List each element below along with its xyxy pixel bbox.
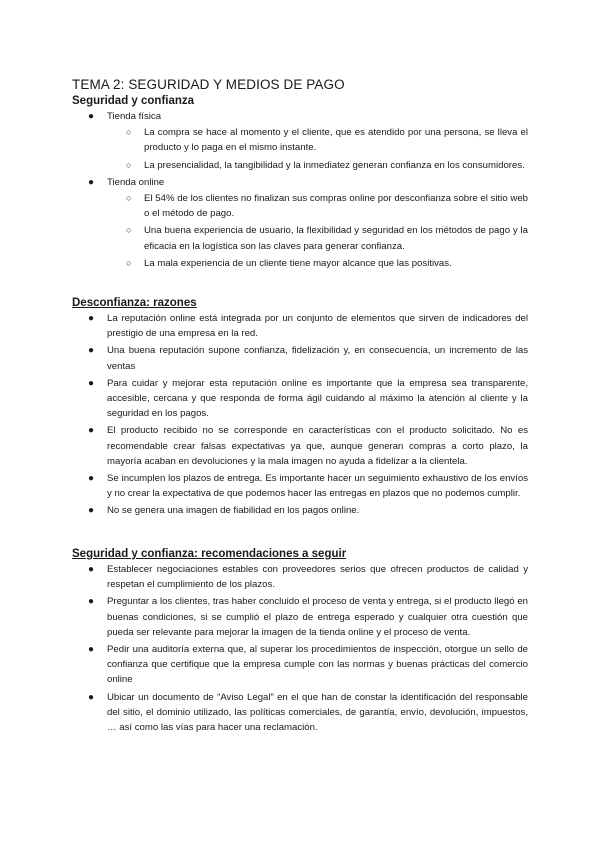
sublist-item	[126, 191, 528, 221]
list-item	[88, 109, 528, 173]
section-heading-desconfianza: Desconfianza: razones	[72, 297, 197, 309]
section2-list	[88, 311, 528, 521]
list-item	[88, 311, 528, 341]
list-item-label: Tienda física	[107, 111, 162, 122]
bullet-icon: ●	[88, 425, 95, 437]
list-item	[88, 594, 528, 640]
list-item-text: Ubicar un documento de “Aviso Legal” en el que han de constar la identificación del responsable del sitio, el dominio utilizado, las políticas comerciales, de garantía, envío, devolución, impuestos, … así como las vías para hacer una reclamación.	[107, 691, 528, 734]
sublist-item	[126, 158, 528, 173]
sublist-item	[126, 125, 528, 155]
list-item-text: No se genera una imagen de fiabilidad en los pagos online.	[107, 505, 360, 517]
bullet-icon: ●	[88, 111, 95, 122]
section-heading-seguridad-confianza: Seguridad y confianza	[72, 95, 195, 107]
bullet-icon: ●	[88, 345, 95, 357]
list-item	[88, 503, 528, 518]
bullet-icon: ●	[88, 505, 95, 517]
circle-bullet-icon: ○	[126, 127, 132, 138]
sublist-item-text: La compra se hace al momento y el cliente, que es atendido por una persona, se lleva el producto y lo paga en el mismo instante.	[144, 127, 528, 154]
list-item	[88, 423, 528, 469]
list-item-text: Preguntar a los clientes, tras haber concluido el proceso de venta y entrega, si el producto llegó en buenas condiciones, si se cumplió el plazo de entrega esperado y cualquier otra cuestión que pueda ser relevante para mejorar la imagen de la tienda online y el proceso de venta.	[107, 596, 528, 638]
list-item-text: Una buena reputación supone confianza, fidelización y, en consecuencia, un incremento de las ventas	[107, 345, 528, 372]
bullet-icon: ●	[88, 564, 95, 575]
sublist-item-text: La mala experiencia de un cliente tiene mayor alcance que las positivas.	[144, 257, 452, 269]
bullet-icon: ●	[88, 596, 95, 608]
list-item-label: Tienda online	[107, 176, 165, 188]
sublist-item	[126, 256, 528, 271]
list-item-text: El producto recibido no se corresponde en características con el producto solicitado. No es recomendable crear falsas expectativas ya que, aunque generan compras a corto plazo, la mayoría acaban en devoluciones y la mala imagen no ayuda a fidelizar a la clientela.	[107, 425, 528, 467]
page-title: TEMA 2: SEGURIDAD Y MEDIOS DE PAGO	[72, 77, 345, 92]
list-item-text: La reputación online está integrada por un conjunto de elementos que sirven de indicadores del prestigio de una empresa en la red.	[107, 313, 528, 340]
list-item	[88, 343, 528, 373]
circle-bullet-icon: ○	[126, 159, 132, 170]
section3-list	[88, 562, 528, 737]
circle-bullet-icon: ○	[126, 257, 132, 268]
list-item	[88, 175, 528, 271]
sublist-item	[126, 223, 528, 253]
list-item-text: Para cuidar y mejorar esta reputación online es importante que la empresa sea transparente, accesible, cercana y que responda de forma ágil cuidando al máximo la atención al cliente y la seguridad en los pagos.	[107, 377, 528, 420]
list-item-text: Pedir una auditoría externa que, al superar los procedimientos de inspección, otorgue un sello de confianza que certifique que la empresa cumple con las normas y buenas prácticas del comercio online	[107, 644, 528, 686]
sublist	[126, 125, 528, 173]
sublist-item-text: El 54% de los clientes no finalizan sus compras online por desconfianza sobre el sitio web o el método de pago.	[144, 193, 528, 220]
sublist-item-text: Una buena experiencia de usuario, la flexibilidad y seguridad en los métodos de pago y la eficacia en la logística son las claves para generar confianza.	[144, 225, 528, 252]
bullet-icon: ●	[88, 176, 95, 188]
section-heading-recomendaciones: Seguridad y confianza: recomendaciones a seguir	[72, 548, 347, 560]
circle-bullet-icon: ○	[126, 225, 132, 236]
bullet-icon: ●	[88, 644, 95, 656]
list-item-text: Establecer negociaciones estables con proveedores serios que ofrecen productos de calidad y respetan el cumplimiento de los plazos.	[107, 564, 528, 591]
sublist	[126, 191, 528, 271]
list-item	[88, 471, 528, 501]
sublist-item-text: La presencialidad, la tangibilidad y la inmediatez generan confianza en los consumidores.	[144, 159, 525, 171]
circle-bullet-icon: ○	[126, 193, 132, 204]
list-item	[88, 642, 528, 688]
bullet-icon: ●	[88, 377, 95, 389]
list-item-text: Se incumplen los plazos de entrega. Es importante hacer un seguimiento exhaustivo de los envíos y no crear la expectativa de que podemos hacer las entregas en plazos que no podemos cumplir.	[107, 473, 528, 500]
bullet-icon: ●	[88, 313, 95, 324]
list-item	[88, 562, 528, 592]
bullet-icon: ●	[88, 691, 95, 703]
list-item	[88, 376, 528, 422]
list-item	[88, 690, 528, 736]
bullet-icon: ●	[88, 473, 95, 485]
section1-list	[88, 109, 528, 273]
